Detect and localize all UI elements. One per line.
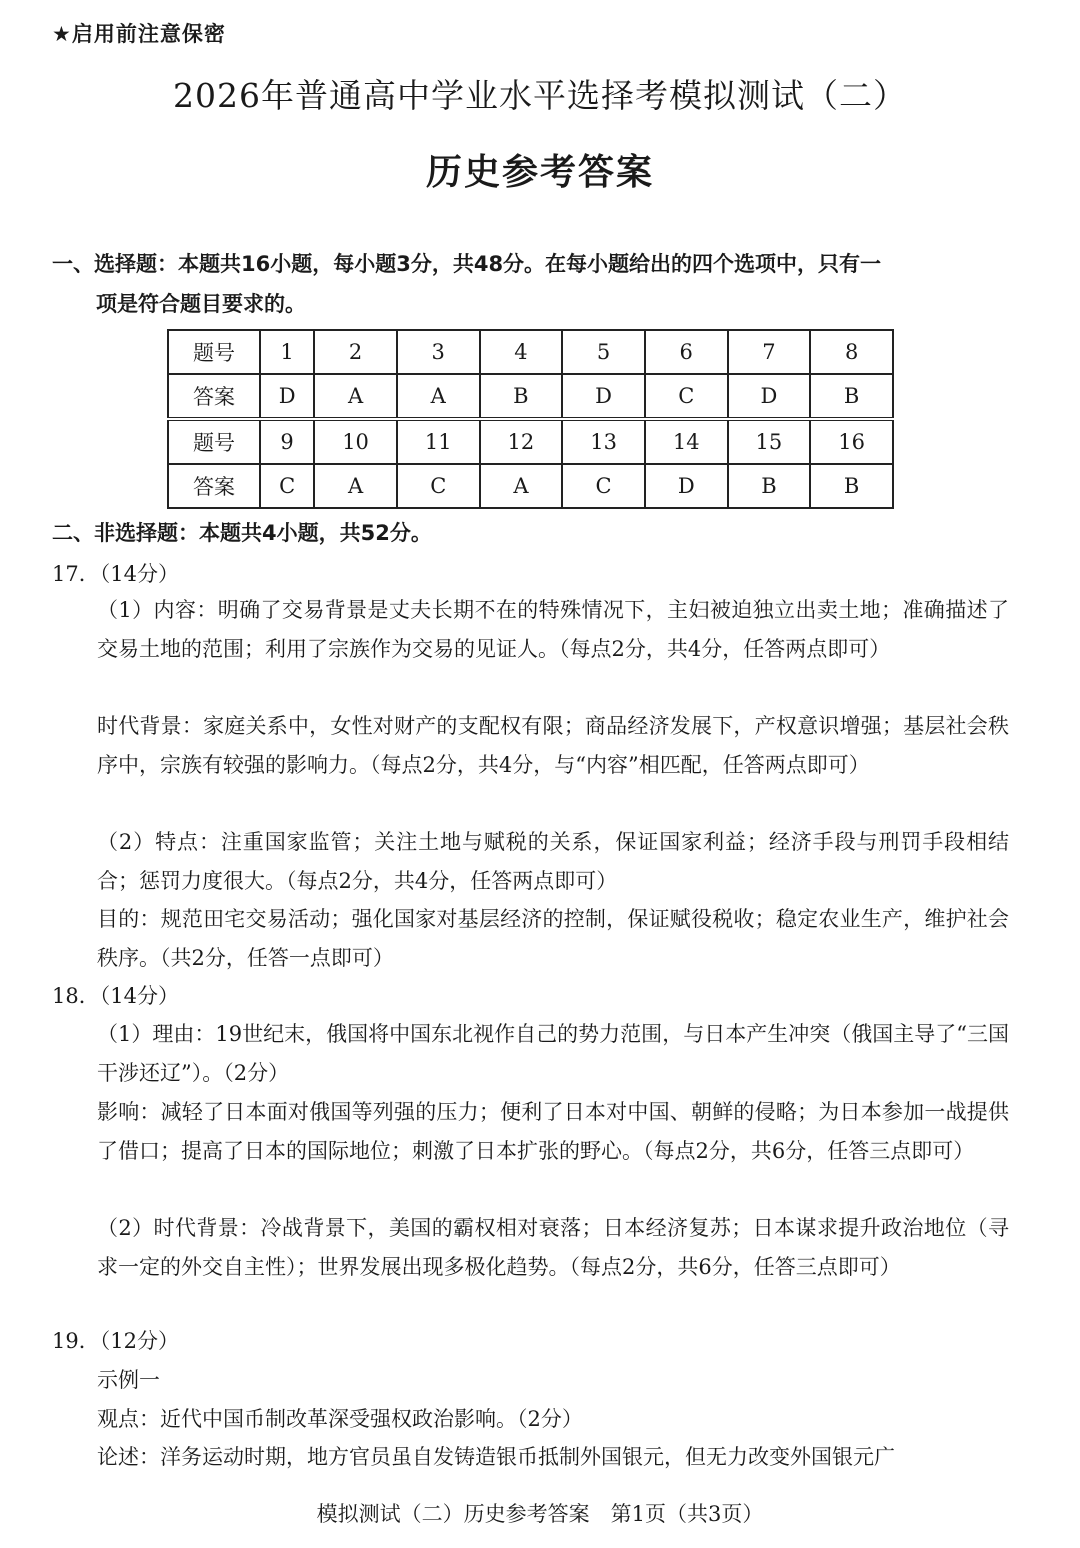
answer-cell: A [314, 464, 397, 508]
page-title: 历史参考答案 [425, 152, 654, 193]
answer-cell: A [480, 464, 563, 508]
question-19-example-label: 示例一 [97, 1368, 160, 1392]
question-number: 5 [562, 330, 645, 374]
question-number: 9 [260, 419, 314, 464]
question-18-part2-background: （2）时代背景：冷战背景下，美国的霸权相对衰落；日本经济复苏；日本谋求提升政治地位（寻求一定的外交自主性）；世界发展出现多极化趋势。（每点2分，共6分，任答三点即可） [97, 1216, 1009, 1279]
answer-cell: A [397, 374, 480, 419]
question-number: 4 [480, 330, 563, 374]
table-row [168, 330, 893, 374]
question-number: 12 [480, 419, 563, 464]
answer-cell: D [562, 374, 645, 419]
question-17-part2-purpose: 目的：规范田宅交易活动；强化国家对基层经济的控制，保证赋役税收；稳定农业生产，维护社会秩序。（共2分，任答一点即可） [97, 907, 1009, 970]
table-row [168, 374, 893, 419]
question-number: 11 [397, 419, 480, 464]
question-17-part1-content: （1）内容：明确了交易背景是丈夫长期不在的特殊情况下，主妇被迫独立出卖土地；准确描述了交易土地的范围；利用了宗族作为交易的见证人。（每点2分，共4分，任答两点即可） [97, 598, 1009, 661]
confidential-label: ★启用前注意保密 [52, 22, 226, 46]
section1-heading [52, 244, 1012, 324]
answer-cell: D [260, 374, 314, 419]
table-row [168, 419, 893, 464]
answer-cell: B [810, 374, 893, 419]
answer-cell: C [645, 374, 728, 419]
question-number: 16 [810, 419, 893, 464]
row-label-answer: 答案 [168, 464, 260, 508]
question-number: 8 [810, 330, 893, 374]
answer-cell: B [480, 374, 563, 419]
answer-cell: D [645, 464, 728, 508]
section1-heading-line2: 项是符合题目要求的。 [96, 292, 306, 316]
question-17-part2-features: （2）特点：注重国家监管；关注土地与赋税的关系，保证国家利益；经济手段与刑罚手段相结合；惩罚力度很大。（每点2分，共4分，任答两点即可） [97, 830, 1009, 893]
table-row [168, 464, 893, 508]
page-footer: 模拟测试（二）历史参考答案 第1页（共3页） [316, 1502, 764, 1526]
row-label-number: 题号 [168, 330, 260, 374]
row-label-answer: 答案 [168, 374, 260, 419]
answer-cell: C [397, 464, 480, 508]
answer-cell: B [810, 464, 893, 508]
answer-table [167, 329, 894, 509]
row-label-number: 题号 [168, 419, 260, 464]
question-number: 1 [260, 330, 314, 374]
question-19-heading: 19．（12分） [52, 1329, 179, 1353]
answer-cell: C [260, 464, 314, 508]
question-17-heading: 17．（14分） [52, 562, 179, 586]
question-17-part1-background: 时代背景：家庭关系中，女性对财产的支配权有限；商品经济发展下，产权意识增强；基层社会秩序中，宗族有较强的影响力。（每点2分，共4分，与“内容”相匹配，任答两点即可） [97, 714, 1009, 777]
answer-cell: A [314, 374, 397, 419]
answer-cell: B [728, 464, 811, 508]
section1-heading-line1: 一、选择题：本题共16小题，每小题3分，共48分。在每小题给出的四个选项中，只有一 [52, 252, 882, 276]
question-18-heading: 18．（14分） [52, 984, 179, 1008]
question-number: 14 [645, 419, 728, 464]
exam-title: 2026年普通高中学业水平选择考模拟测试（二） [173, 76, 907, 115]
question-18-part1-impact: 影响：减轻了日本面对俄国等列强的压力；便利了日本对中国、朝鲜的侵略；为日本参加一战提供了借口；提高了日本的国际地位；刺激了日本扩张的野心。（每点2分，共6分，任答三点即可） [97, 1100, 1009, 1163]
question-19-viewpoint: 观点：近代中国币制改革深受强权政治影响。（2分） [97, 1407, 583, 1431]
question-number: 15 [728, 419, 811, 464]
question-number: 2 [314, 330, 397, 374]
question-19-argument: 论述：洋务运动时期，地方官员虽自发铸造银币抵制外国银元，但无力改变外国银元广 [97, 1445, 895, 1469]
question-18-part1-reason: （1）理由：19世纪末，俄国将中国东北视作自己的势力范围，与日本产生冲突（俄国主导了“三国干涉还辽”）。（2分） [97, 1022, 1009, 1085]
answer-cell: C [562, 464, 645, 508]
section2-heading: 二、非选择题：本题共4小题，共52分。 [52, 521, 432, 545]
question-number: 7 [728, 330, 811, 374]
question-number: 6 [645, 330, 728, 374]
question-number: 3 [397, 330, 480, 374]
question-number: 10 [314, 419, 397, 464]
question-number: 13 [562, 419, 645, 464]
answer-cell: D [728, 374, 811, 419]
